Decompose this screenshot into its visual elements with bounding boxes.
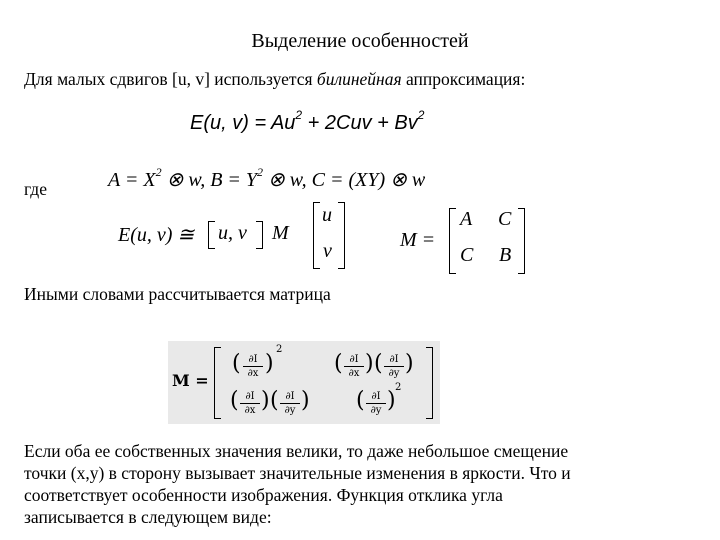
frac-21a-den: ∂x xyxy=(244,405,256,416)
weights-c: ⊗ w, C = (XY) ⊗ w xyxy=(263,169,426,191)
energy-plus: + xyxy=(371,112,395,134)
energy-lhs: E(u, v) = xyxy=(190,112,271,134)
frac-22-den: ∂y xyxy=(370,405,382,416)
frac-12b-num: ∂I xyxy=(389,354,399,365)
energy-term-c: Cuv xyxy=(336,112,372,134)
matrix-intro: Иными словами рассчитывается матрица xyxy=(24,284,331,304)
paren-close-21b: ) xyxy=(301,388,310,413)
frac-12a-den: ∂x xyxy=(348,368,360,379)
approx-lhs: E(u, v) ≅ xyxy=(118,224,195,246)
approx-row-vector: u, v xyxy=(218,222,247,244)
energy-exp-b: 2 xyxy=(417,108,425,122)
paren-close-12b: ) xyxy=(405,351,414,376)
matrix-m-lhs: M = xyxy=(400,229,436,251)
row-bracket-left xyxy=(208,221,215,249)
matrix-m-bracket-right xyxy=(518,208,525,274)
intro-prefix: Для малых сдвигов [u, v] используется xyxy=(24,69,317,89)
conclusion-line-1: Если оба ее собственных значения велики, то даже небольшое смещение xyxy=(24,441,569,461)
frac-11-num: ∂I xyxy=(248,354,258,365)
gradient-matrix-lhs: M = xyxy=(172,371,209,390)
frac-11-den: ∂x xyxy=(247,368,259,379)
weights-b-exp: 2 xyxy=(257,165,264,179)
col-bracket-left xyxy=(313,202,320,269)
frac-22 xyxy=(366,391,386,416)
energy-plus-2: + 2 xyxy=(302,112,337,134)
paren-close-11: ) xyxy=(265,351,274,376)
conclusion-line-3: соответствует особенности изображения. Функция отклика угла xyxy=(24,485,503,505)
weights-a-exp: 2 xyxy=(155,165,162,179)
frac-12b xyxy=(384,354,404,379)
frac-22-num: ∂I xyxy=(371,391,381,402)
paren-open-22: ( xyxy=(356,388,365,413)
paren-open-21b: ( xyxy=(270,388,279,413)
matrix-m-a22: B xyxy=(499,244,512,266)
conclusion-line-2: точки (x,y) в сторону вызывает значительные изменения в яркости. Что и xyxy=(24,463,571,483)
energy-term-a: Au xyxy=(270,112,296,134)
paren-close-12a: ) xyxy=(365,351,374,376)
frac-12a xyxy=(344,354,364,379)
row-bracket-right xyxy=(256,221,263,249)
frac-21b-den: ∂y xyxy=(284,405,296,416)
col-vector-u: u xyxy=(322,204,332,226)
exp-22: 2 xyxy=(395,382,402,393)
gradient-bracket-left xyxy=(214,347,221,419)
frac-12b-den: ∂y xyxy=(388,368,400,379)
paren-close-21a: ) xyxy=(261,388,270,413)
slide-title: Выделение особенностей xyxy=(251,30,469,52)
matrix-m-a12: C xyxy=(498,208,512,230)
paren-close-22: ) xyxy=(387,388,396,413)
approx-matrix-symbol: M xyxy=(272,222,289,244)
col-vector-v: v xyxy=(323,240,332,262)
frac-21a-num: ∂I xyxy=(245,391,255,402)
paren-open-12b: ( xyxy=(374,351,383,376)
col-bracket-right xyxy=(338,202,345,269)
intro-suffix: аппроксимация: xyxy=(401,69,526,89)
frac-11 xyxy=(243,354,263,379)
frac-21a xyxy=(240,391,260,416)
gradient-bracket-right xyxy=(426,347,433,419)
frac-12a-num: ∂I xyxy=(349,354,359,365)
weights-a: A = X xyxy=(108,169,156,191)
intro-italic-term: билинейная xyxy=(316,69,402,89)
weights-b: ⊗ w, B = Y xyxy=(161,169,258,191)
exp-11: 2 xyxy=(276,344,283,355)
paren-open-11: ( xyxy=(232,351,241,376)
energy-formula xyxy=(190,108,424,135)
gradient-matrix-image xyxy=(168,341,440,424)
frac-21b-num: ∂I xyxy=(285,391,295,402)
matrix-m-a21: C xyxy=(460,244,474,266)
frac-21b xyxy=(280,391,300,416)
conclusion-line-4: записывается в следующем виде: xyxy=(24,507,272,527)
energy-term-b: Bv xyxy=(394,112,418,134)
where-label: где xyxy=(24,179,47,199)
matrix-m-bracket-left xyxy=(449,208,456,274)
paren-open-12a: ( xyxy=(334,351,343,376)
matrix-m-a11: A xyxy=(460,208,473,230)
paren-open-21a: ( xyxy=(230,388,239,413)
energy-exp-a: 2 xyxy=(295,108,303,122)
weights-formula xyxy=(108,165,425,192)
intro-paragraph xyxy=(24,68,525,90)
